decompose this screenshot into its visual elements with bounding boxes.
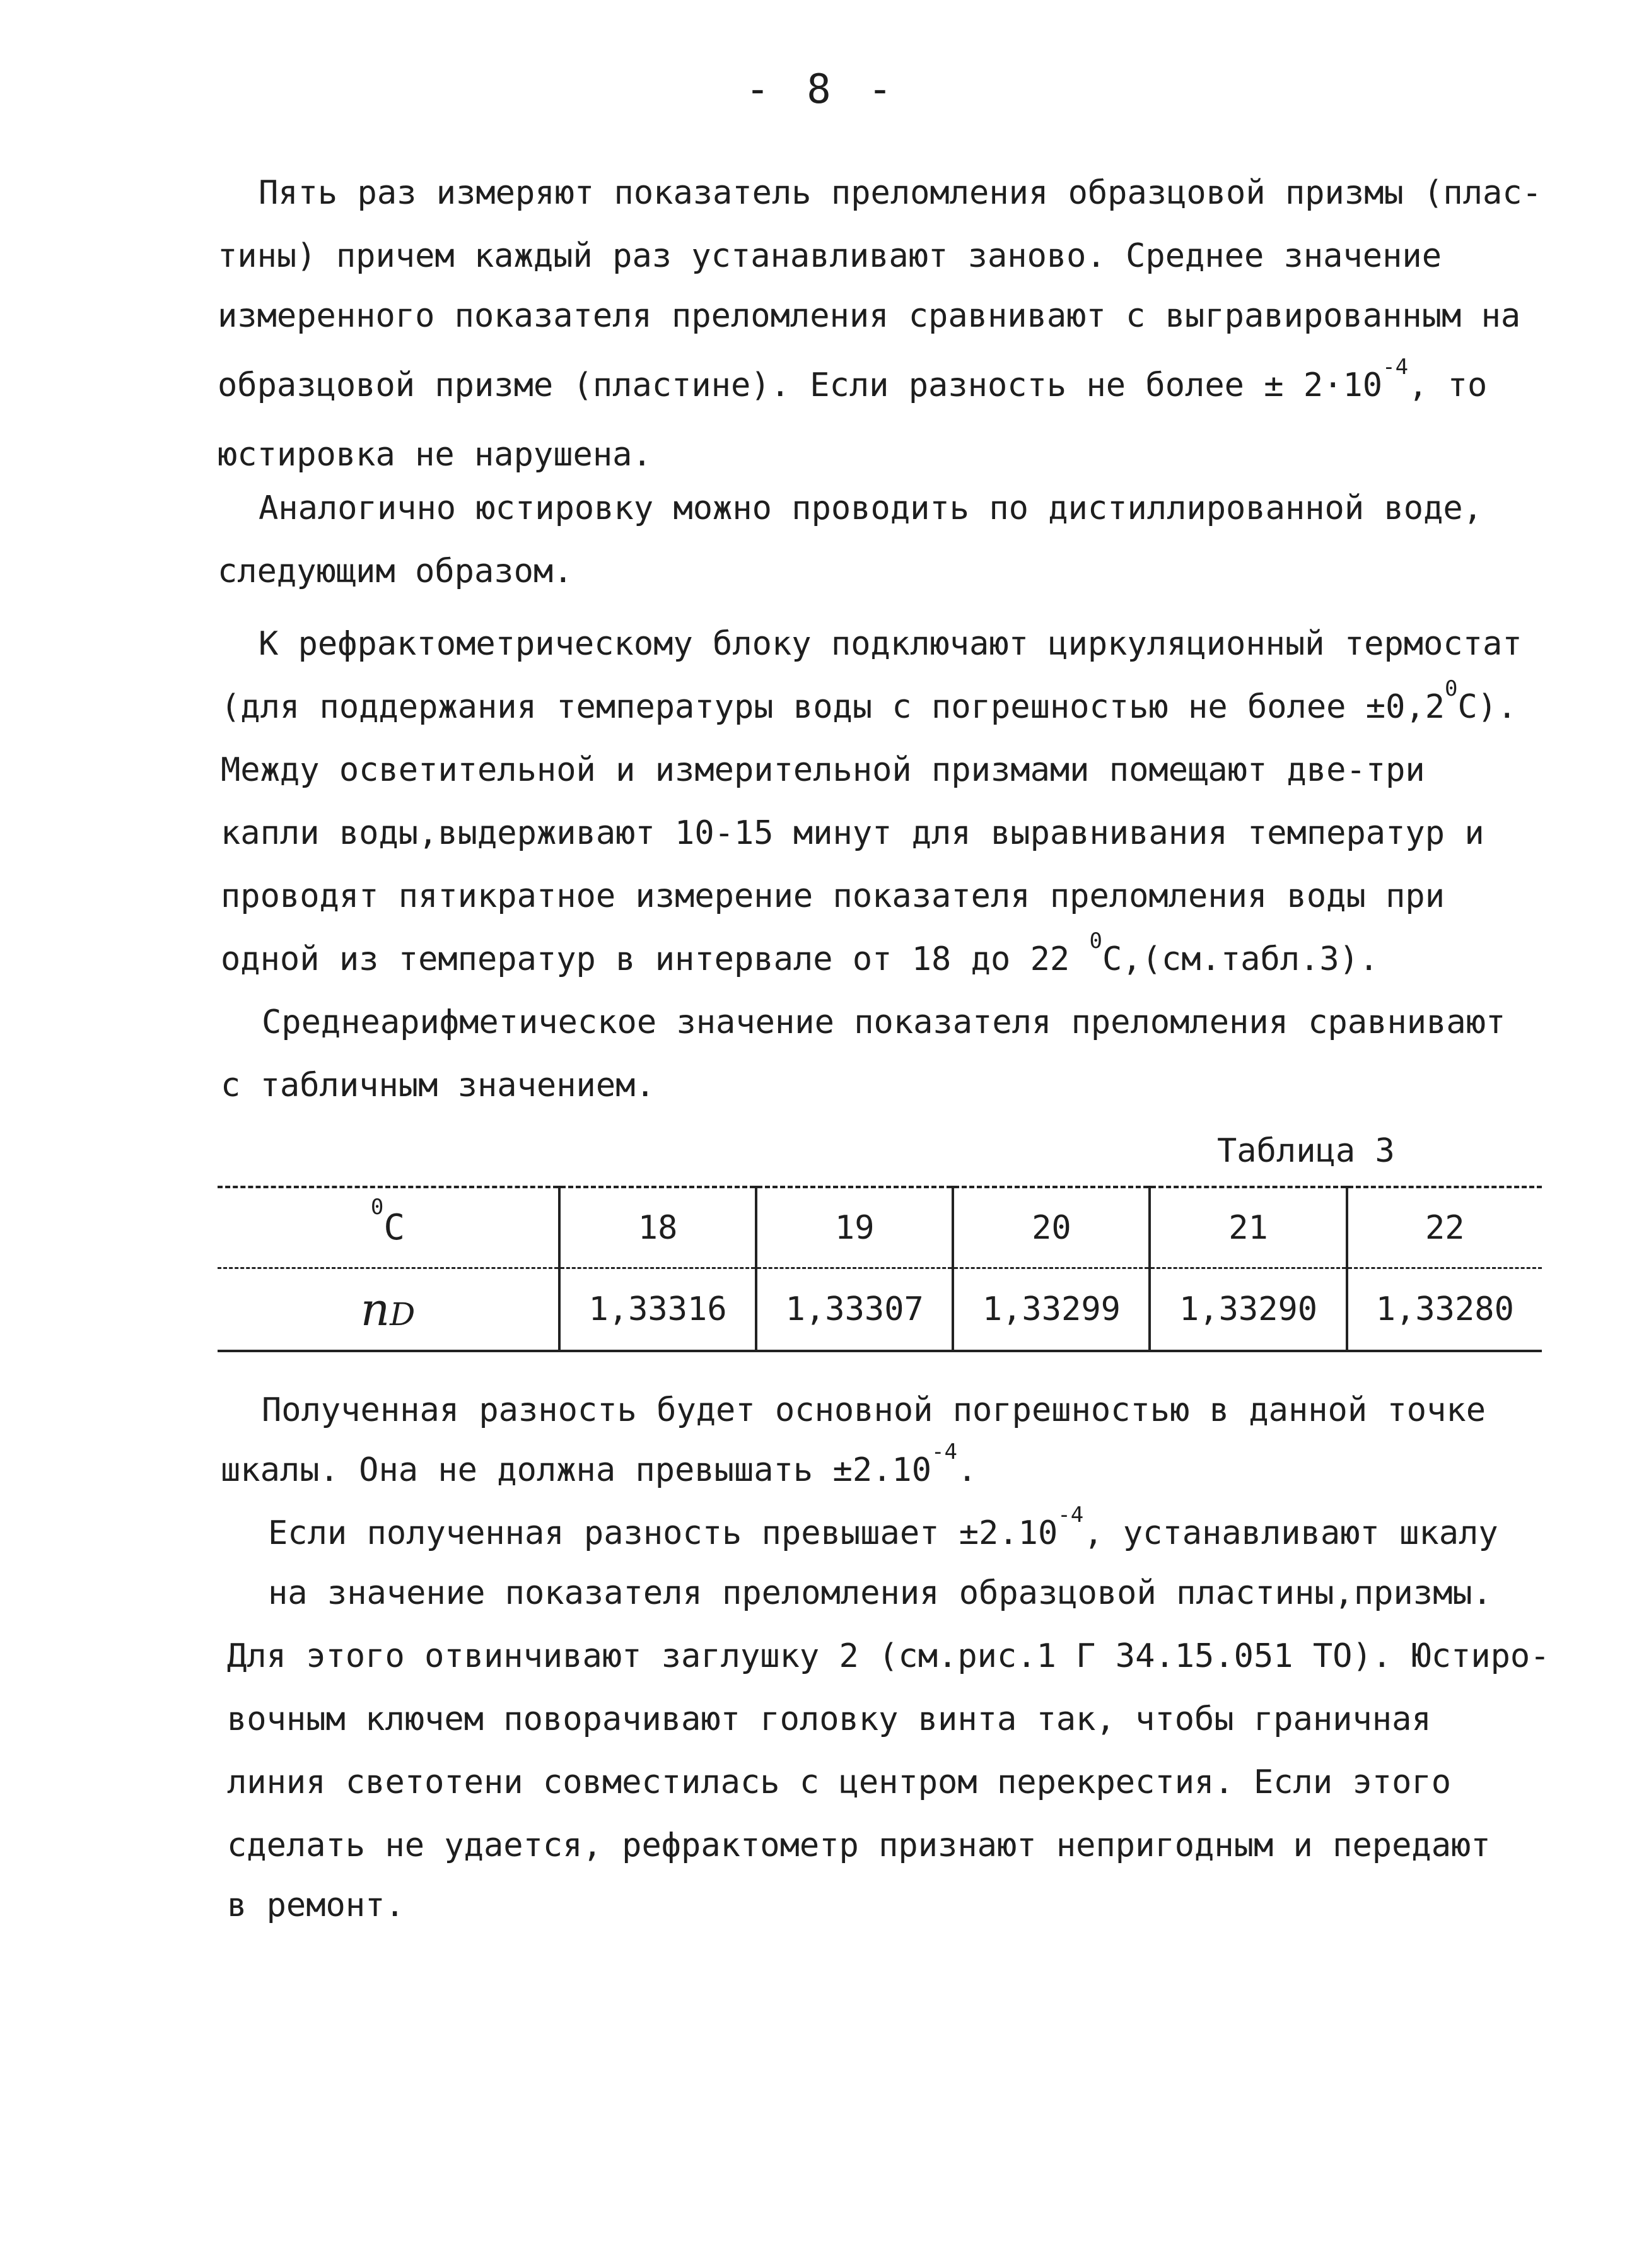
- p3-line-4: капли воды,выдерживают 10-15 минут для выравнивания температур и: [221, 814, 1484, 852]
- p2-line-1: Аналогично юстировку можно проводить по дистиллированной воде,: [259, 489, 1483, 527]
- celsius-label: С: [383, 1207, 405, 1248]
- page-number: - 8 -: [745, 66, 899, 113]
- p5-line-1: Полученная разность будет основной погрешностью в данной точке: [262, 1391, 1486, 1429]
- p5-line-2-end: .: [957, 1451, 977, 1489]
- p6-line-1-end: , устанавливают шкалу: [1083, 1514, 1498, 1552]
- p3-line-6: [221, 928, 1379, 978]
- nd-subscript: D: [390, 1296, 416, 1333]
- table-caption: Таблица 3: [1217, 1132, 1395, 1170]
- p1-line-2: тины) причем каждый раз устанавливают заново. Среднее значение: [218, 237, 1442, 275]
- degree-mark: 0: [370, 1195, 384, 1220]
- p3-line-6-text: одной из температур в интервале от 18 до 22: [221, 940, 1090, 978]
- p1-line-4: [218, 354, 1488, 404]
- temperature-header: [218, 1187, 559, 1268]
- p1-line-1: Пять раз измеряют показатель преломления образцовой призмы (плас-: [259, 174, 1542, 212]
- p1-line-5: юстировка не нарушена.: [218, 436, 652, 474]
- temperature-cell: 18: [559, 1187, 756, 1268]
- index-cell: 1,33290: [1150, 1268, 1346, 1352]
- p5-line-2: [221, 1439, 977, 1489]
- index-cell: 1,33299: [953, 1268, 1150, 1352]
- p3-line-6-degree: 0: [1089, 928, 1102, 954]
- temperature-cell: 20: [953, 1187, 1150, 1268]
- p3-line-2-degree: 0: [1445, 676, 1458, 701]
- p6-line-1-exponent: -4: [1058, 1502, 1084, 1528]
- refractive-index-table: [218, 1186, 1542, 1352]
- p4-line-1: Среднеарифметическое значение показателя преломления сравнивают: [262, 1003, 1506, 1041]
- p5-line-2-text: шкалы. Она не должна превышать ±2.10: [221, 1451, 932, 1489]
- p6-line-3: Для этого отвинчивают заглушку 2 (см.рис.1 Г 34.15.051 ТО). Юстиро-: [227, 1637, 1550, 1675]
- index-cell: 1,33280: [1347, 1268, 1542, 1352]
- p6-line-7: в ремонт.: [227, 1886, 405, 1924]
- p1-line-4-exponent: -4: [1382, 354, 1409, 380]
- index-cell: 1,33316: [559, 1268, 756, 1352]
- nd-symbol: [361, 1283, 415, 1336]
- p3-line-1: К рефрактометрическому блоку подключают циркуляционный термостат: [259, 625, 1522, 663]
- nd-letter: n: [360, 1283, 390, 1336]
- p3-line-2: [221, 676, 1517, 726]
- p3-line-2-end: С).: [1457, 688, 1517, 726]
- p3-line-6-end: С,(см.табл.3).: [1102, 940, 1379, 978]
- p6-line-4: вочным ключем поворачивают головку винта так, чтобы граничная: [227, 1700, 1431, 1738]
- p3-line-5: проводят пятикратное измерение показателя преломления воды при: [221, 877, 1445, 915]
- temperature-row: [218, 1187, 1542, 1268]
- p6-line-2: на значение показателя преломления образцовой пластины,призмы.: [268, 1574, 1493, 1612]
- p6-line-1: [268, 1502, 1498, 1552]
- refractive-index-row: [218, 1268, 1542, 1352]
- p3-line-2-text: (для поддержания температуры воды с погрешностью не более ±0,2: [221, 688, 1445, 726]
- index-cell: 1,33307: [756, 1268, 953, 1352]
- p6-line-5: линия светотени совместилась с центром перекрестия. Если этого: [227, 1763, 1452, 1801]
- p4-line-2: с табличным значением.: [221, 1067, 655, 1104]
- p1-line-4-end: , то: [1408, 366, 1488, 404]
- p6-line-6: сделать не удается, рефрактометр признают непригодным и передают: [227, 1827, 1491, 1864]
- p1-line-4-text: образцовой призме (пластине). Если разность не более ± 2·10: [218, 366, 1383, 404]
- nd-header: [218, 1268, 559, 1352]
- temperature-cell: 21: [1150, 1187, 1346, 1268]
- p6-line-1-text: Если полученная разность превышает ±2.10: [268, 1514, 1058, 1552]
- temperature-cell: 19: [756, 1187, 953, 1268]
- p3-line-3: Между осветительной и измерительной призмами помещают две-три: [221, 751, 1425, 789]
- p1-line-3: измеренного показателя преломления сравнивают с выгравированным на: [218, 297, 1521, 335]
- temperature-cell: 22: [1347, 1187, 1542, 1268]
- p5-line-2-exponent: -4: [931, 1439, 957, 1464]
- p2-line-2: следующим образом.: [218, 552, 573, 590]
